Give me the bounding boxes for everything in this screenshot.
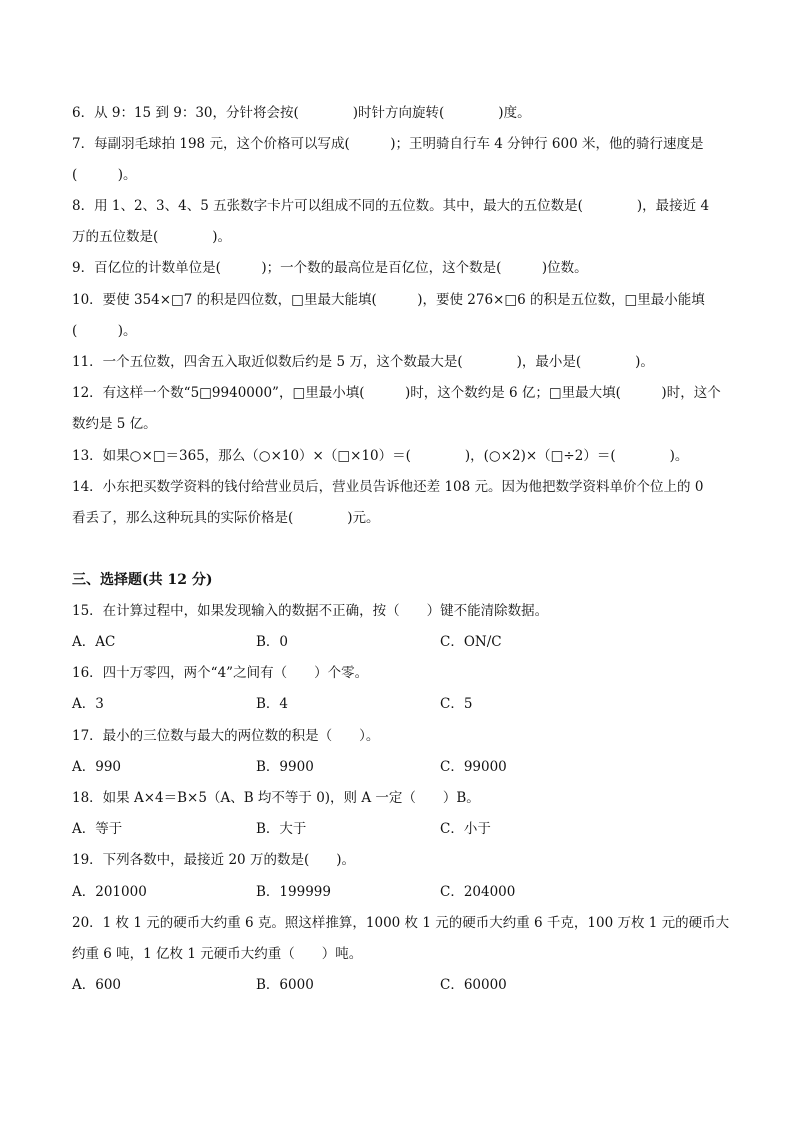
option-b: B．0 xyxy=(256,634,289,650)
question-10-line-2: ( )。 xyxy=(72,323,137,339)
question-19-stem: 19．下列各数中，最接近 20 万的数是( )。 xyxy=(72,852,355,868)
question-14-line-1: 14．小东把买数学资料的钱付给营业员后，营业员告诉他还差 108 元。因为他把数学资料单价个位上的 0 xyxy=(72,479,704,495)
option-c: C．60000 xyxy=(440,977,507,993)
option-b: B．199999 xyxy=(256,884,331,900)
option-b: B．6000 xyxy=(256,977,314,993)
question-20-stem-line-1: 20．1 枚 1 元的硬币大约重 6 克。照这样推算，1000 枚 1 元的硬币大约重 6 千克，100 万枚 1 元的硬币大 xyxy=(72,915,730,931)
option-c: C．小于 xyxy=(440,821,491,837)
option-a: A．AC xyxy=(72,634,116,650)
question-8-line-2: 万的五位数是( )。 xyxy=(72,229,232,245)
option-a: A．3 xyxy=(72,696,104,712)
question-8-line-1: 8．用 1、2、3、4、5 五张数字卡片可以组成不同的五位数。其中，最大的五位数是( )，最接近 4 xyxy=(72,198,710,214)
option-a: A．990 xyxy=(72,759,122,775)
option-c: C．5 xyxy=(440,696,473,712)
question-18-stem: 18．如果 A×4＝B×5（A、B 均不等于 0)，则 A 一定（ ）B。 xyxy=(72,790,480,806)
option-b: B．大于 xyxy=(256,821,307,837)
option-c: C．ON/C xyxy=(440,634,502,650)
question-14-line-2: 看丢了，那么这种玩具的实际价格是( )元。 xyxy=(72,510,380,526)
question-20-stem-line-2: 约重 6 吨，1 亿枚 1 元硬币大约重（ ）吨。 xyxy=(72,946,363,962)
question-12-line-1: 12．有这样一个数“5□9940000”，□里最小填( )时，这个数约是 6 亿；□里最大填( )时，这个 xyxy=(72,385,721,401)
option-b: B．4 xyxy=(256,696,289,712)
option-b: B．9900 xyxy=(256,759,314,775)
question-7-line-1: 7．每副羽毛球拍 198 元，这个价格可以写成( )；王明骑自行车 4 分钟行 600 米，他的骑行速度是 xyxy=(72,136,704,152)
question-10-line-1: 10．要使 354×□7 的积是四位数，□里最大能填( )，要使 276×□6 的积是五位数，□里最小能填 xyxy=(72,292,705,308)
section-heading: 三、选择题(共 12 分) xyxy=(72,572,213,588)
question-9-line-1: 9．百亿位的计数单位是( )；一个数的最高位是百亿位，这个数是( )位数。 xyxy=(72,260,588,276)
option-a: A．201000 xyxy=(72,884,147,900)
question-17-stem: 17．最小的三位数与最大的两位数的积是（ ）。 xyxy=(72,728,380,744)
question-11-line-1: 11．一个五位数，四舍五入取近似数后约是 5 万，这个数最大是( )，最小是( )。 xyxy=(72,354,654,370)
question-16-stem: 16．四十万零四，两个“4”之间有（ ）个零。 xyxy=(72,665,369,681)
option-c: C．204000 xyxy=(440,884,516,900)
question-15-stem: 15．在计算过程中，如果发现输入的数据不正确，按（ ）键不能清除数据。 xyxy=(72,603,549,619)
option-a: A．600 xyxy=(72,977,122,993)
question-13-line-1: 13．如果○×□＝365，那么（○×10）×（□×10）＝( )，(○×2)×（□÷2）＝( )。 xyxy=(72,448,689,464)
question-12-line-2: 数约是 5 亿。 xyxy=(72,416,157,432)
question-7-line-2: ( )。 xyxy=(72,167,137,183)
option-c: C．99000 xyxy=(440,759,507,775)
option-a: A．等于 xyxy=(72,821,123,837)
question-6-line-1: 6．从 9：15 到 9：30，分针将会按( )时针方向旋转( )度。 xyxy=(72,105,531,121)
